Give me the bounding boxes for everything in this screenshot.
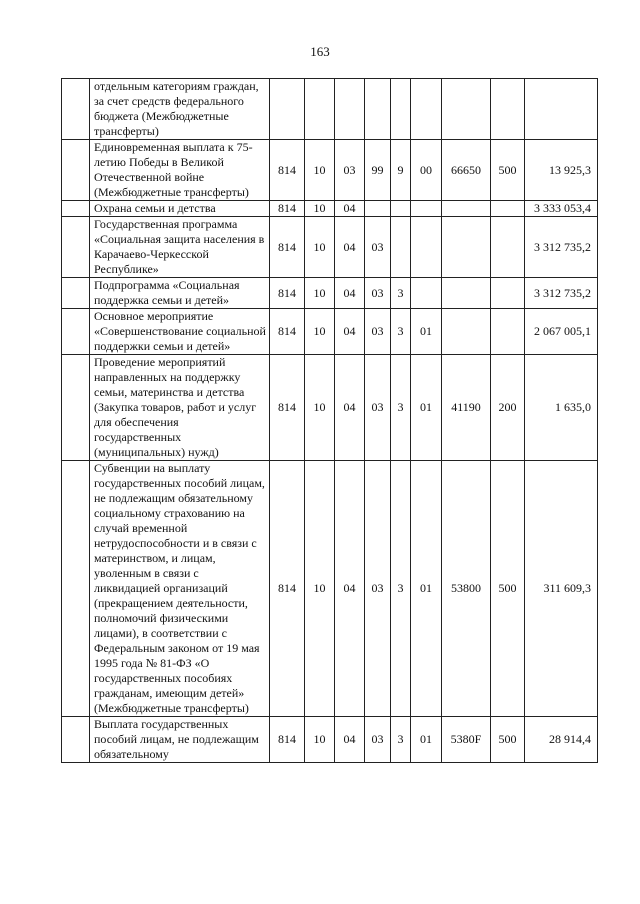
direction-cell: 41190 (442, 355, 491, 461)
program-cell: 03 (365, 461, 391, 717)
subprogram-cell: 3 (391, 278, 411, 309)
row-index-cell (62, 717, 90, 763)
subprogram-cell: 9 (391, 140, 411, 201)
table-row (62, 201, 598, 217)
row-index-cell (62, 355, 90, 461)
section-cell: 10 (305, 140, 335, 201)
program-cell: 03 (365, 278, 391, 309)
direction-cell (442, 217, 491, 278)
event-cell (411, 79, 442, 140)
amount-cell: 3 312 735,2 (525, 217, 598, 278)
row-index-cell (62, 79, 90, 140)
direction-cell (442, 79, 491, 140)
subsection-cell (335, 79, 365, 140)
event-cell: 01 (411, 717, 442, 763)
amount-cell (525, 79, 598, 140)
subsection-cell: 04 (335, 278, 365, 309)
expense-type-cell: 500 (491, 717, 525, 763)
ministry-cell: 814 (270, 217, 305, 278)
table-row (62, 309, 598, 355)
direction-cell (442, 309, 491, 355)
item-name-cell: Единовременная выплата к 75-летию Победы в Великой Отечественной войне (Межбюджетные трансферты) (90, 140, 270, 201)
ministry-cell: 814 (270, 309, 305, 355)
row-index-cell (62, 140, 90, 201)
section-cell: 10 (305, 355, 335, 461)
subprogram-cell: 3 (391, 717, 411, 763)
section-cell: 10 (305, 309, 335, 355)
item-name-cell: Охрана семьи и детства (90, 201, 270, 217)
amount-cell: 1 635,0 (525, 355, 598, 461)
amount-cell: 2 067 005,1 (525, 309, 598, 355)
program-cell (365, 201, 391, 217)
ministry-cell (270, 79, 305, 140)
amount-cell: 3 333 053,4 (525, 201, 598, 217)
item-name-cell: Проведение мероприятий направленных на поддержку семьи, материнства и детства (Закупка товаров, работ и услуг для обеспечения государственных (муниципальных) нужд) (90, 355, 270, 461)
amount-cell: 3 312 735,2 (525, 278, 598, 309)
direction-cell: 5380F (442, 717, 491, 763)
table-row (62, 79, 598, 140)
event-cell: 01 (411, 355, 442, 461)
section-cell: 10 (305, 461, 335, 717)
subprogram-cell: 3 (391, 309, 411, 355)
row-index-cell (62, 278, 90, 309)
ministry-cell: 814 (270, 201, 305, 217)
row-index-cell (62, 461, 90, 717)
section-cell (305, 79, 335, 140)
subprogram-cell: 3 (391, 461, 411, 717)
ministry-cell: 814 (270, 355, 305, 461)
subsection-cell: 04 (335, 309, 365, 355)
subprogram-cell (391, 201, 411, 217)
section-cell: 10 (305, 278, 335, 309)
table-row (62, 278, 598, 309)
subsection-cell: 04 (335, 355, 365, 461)
ministry-cell: 814 (270, 278, 305, 309)
ministry-cell: 814 (270, 461, 305, 717)
direction-cell: 53800 (442, 461, 491, 717)
expense-type-cell (491, 201, 525, 217)
item-name-cell: Государственная программа «Социальная защита населения в Карачаево-Черкесской Республике» (90, 217, 270, 278)
section-cell: 10 (305, 217, 335, 278)
item-name-cell: Выплата государственных пособий лицам, не подлежащим обязательному (90, 717, 270, 763)
table-row (62, 217, 598, 278)
table-row (62, 140, 598, 201)
row-index-cell (62, 201, 90, 217)
event-cell (411, 201, 442, 217)
event-cell: 01 (411, 309, 442, 355)
expense-type-cell (491, 278, 525, 309)
program-cell (365, 79, 391, 140)
item-name-cell: Субвенции на выплату государственных пособий лицам, не подлежащим обязательному социальному страхованию на случай временной нетрудоспособности и в связи с материнством, и лицам, уволенным в связи с ликвидацией организаций (прекращением деятельности, полномочий физическими лицами), в соответствии с Федеральным законом от 19 мая 1995 года № 81-ФЗ «О государственных пособиях гражданам, имеющим детей» (Межбюджетные трансферты) (90, 461, 270, 717)
subprogram-cell (391, 79, 411, 140)
section-cell: 10 (305, 201, 335, 217)
expense-type-cell (491, 79, 525, 140)
event-cell (411, 217, 442, 278)
ministry-cell: 814 (270, 717, 305, 763)
table-row (62, 717, 598, 763)
program-cell: 03 (365, 355, 391, 461)
expense-type-cell: 500 (491, 140, 525, 201)
expense-type-cell (491, 309, 525, 355)
amount-cell: 28 914,4 (525, 717, 598, 763)
table-row (62, 461, 598, 717)
budget-table (61, 78, 598, 763)
expense-type-cell: 200 (491, 355, 525, 461)
event-cell: 00 (411, 140, 442, 201)
amount-cell: 13 925,3 (525, 140, 598, 201)
ministry-cell: 814 (270, 140, 305, 201)
item-name-cell: отдельным категориям граждан, за счет средств федерального бюджета (Межбюджетные трансферты) (90, 79, 270, 140)
program-cell: 03 (365, 309, 391, 355)
subprogram-cell (391, 217, 411, 278)
subsection-cell: 04 (335, 717, 365, 763)
page-number: 163 (310, 44, 330, 59)
amount-cell: 311 609,3 (525, 461, 598, 717)
subsection-cell: 04 (335, 461, 365, 717)
subsection-cell: 03 (335, 140, 365, 201)
program-cell: 99 (365, 140, 391, 201)
direction-cell (442, 201, 491, 217)
expense-type-cell (491, 217, 525, 278)
subsection-cell: 04 (335, 201, 365, 217)
subsection-cell: 04 (335, 217, 365, 278)
event-cell: 01 (411, 461, 442, 717)
event-cell (411, 278, 442, 309)
item-name-cell: Основное мероприятие «Совершенствование социальной поддержки семьи и детей» (90, 309, 270, 355)
row-index-cell (62, 217, 90, 278)
direction-cell (442, 278, 491, 309)
row-index-cell (62, 309, 90, 355)
program-cell: 03 (365, 717, 391, 763)
program-cell: 03 (365, 217, 391, 278)
section-cell: 10 (305, 717, 335, 763)
direction-cell: 66650 (442, 140, 491, 201)
expense-type-cell: 500 (491, 461, 525, 717)
subprogram-cell: 3 (391, 355, 411, 461)
item-name-cell: Подпрограмма «Социальная поддержка семьи и детей» (90, 278, 270, 309)
table-row (62, 355, 598, 461)
